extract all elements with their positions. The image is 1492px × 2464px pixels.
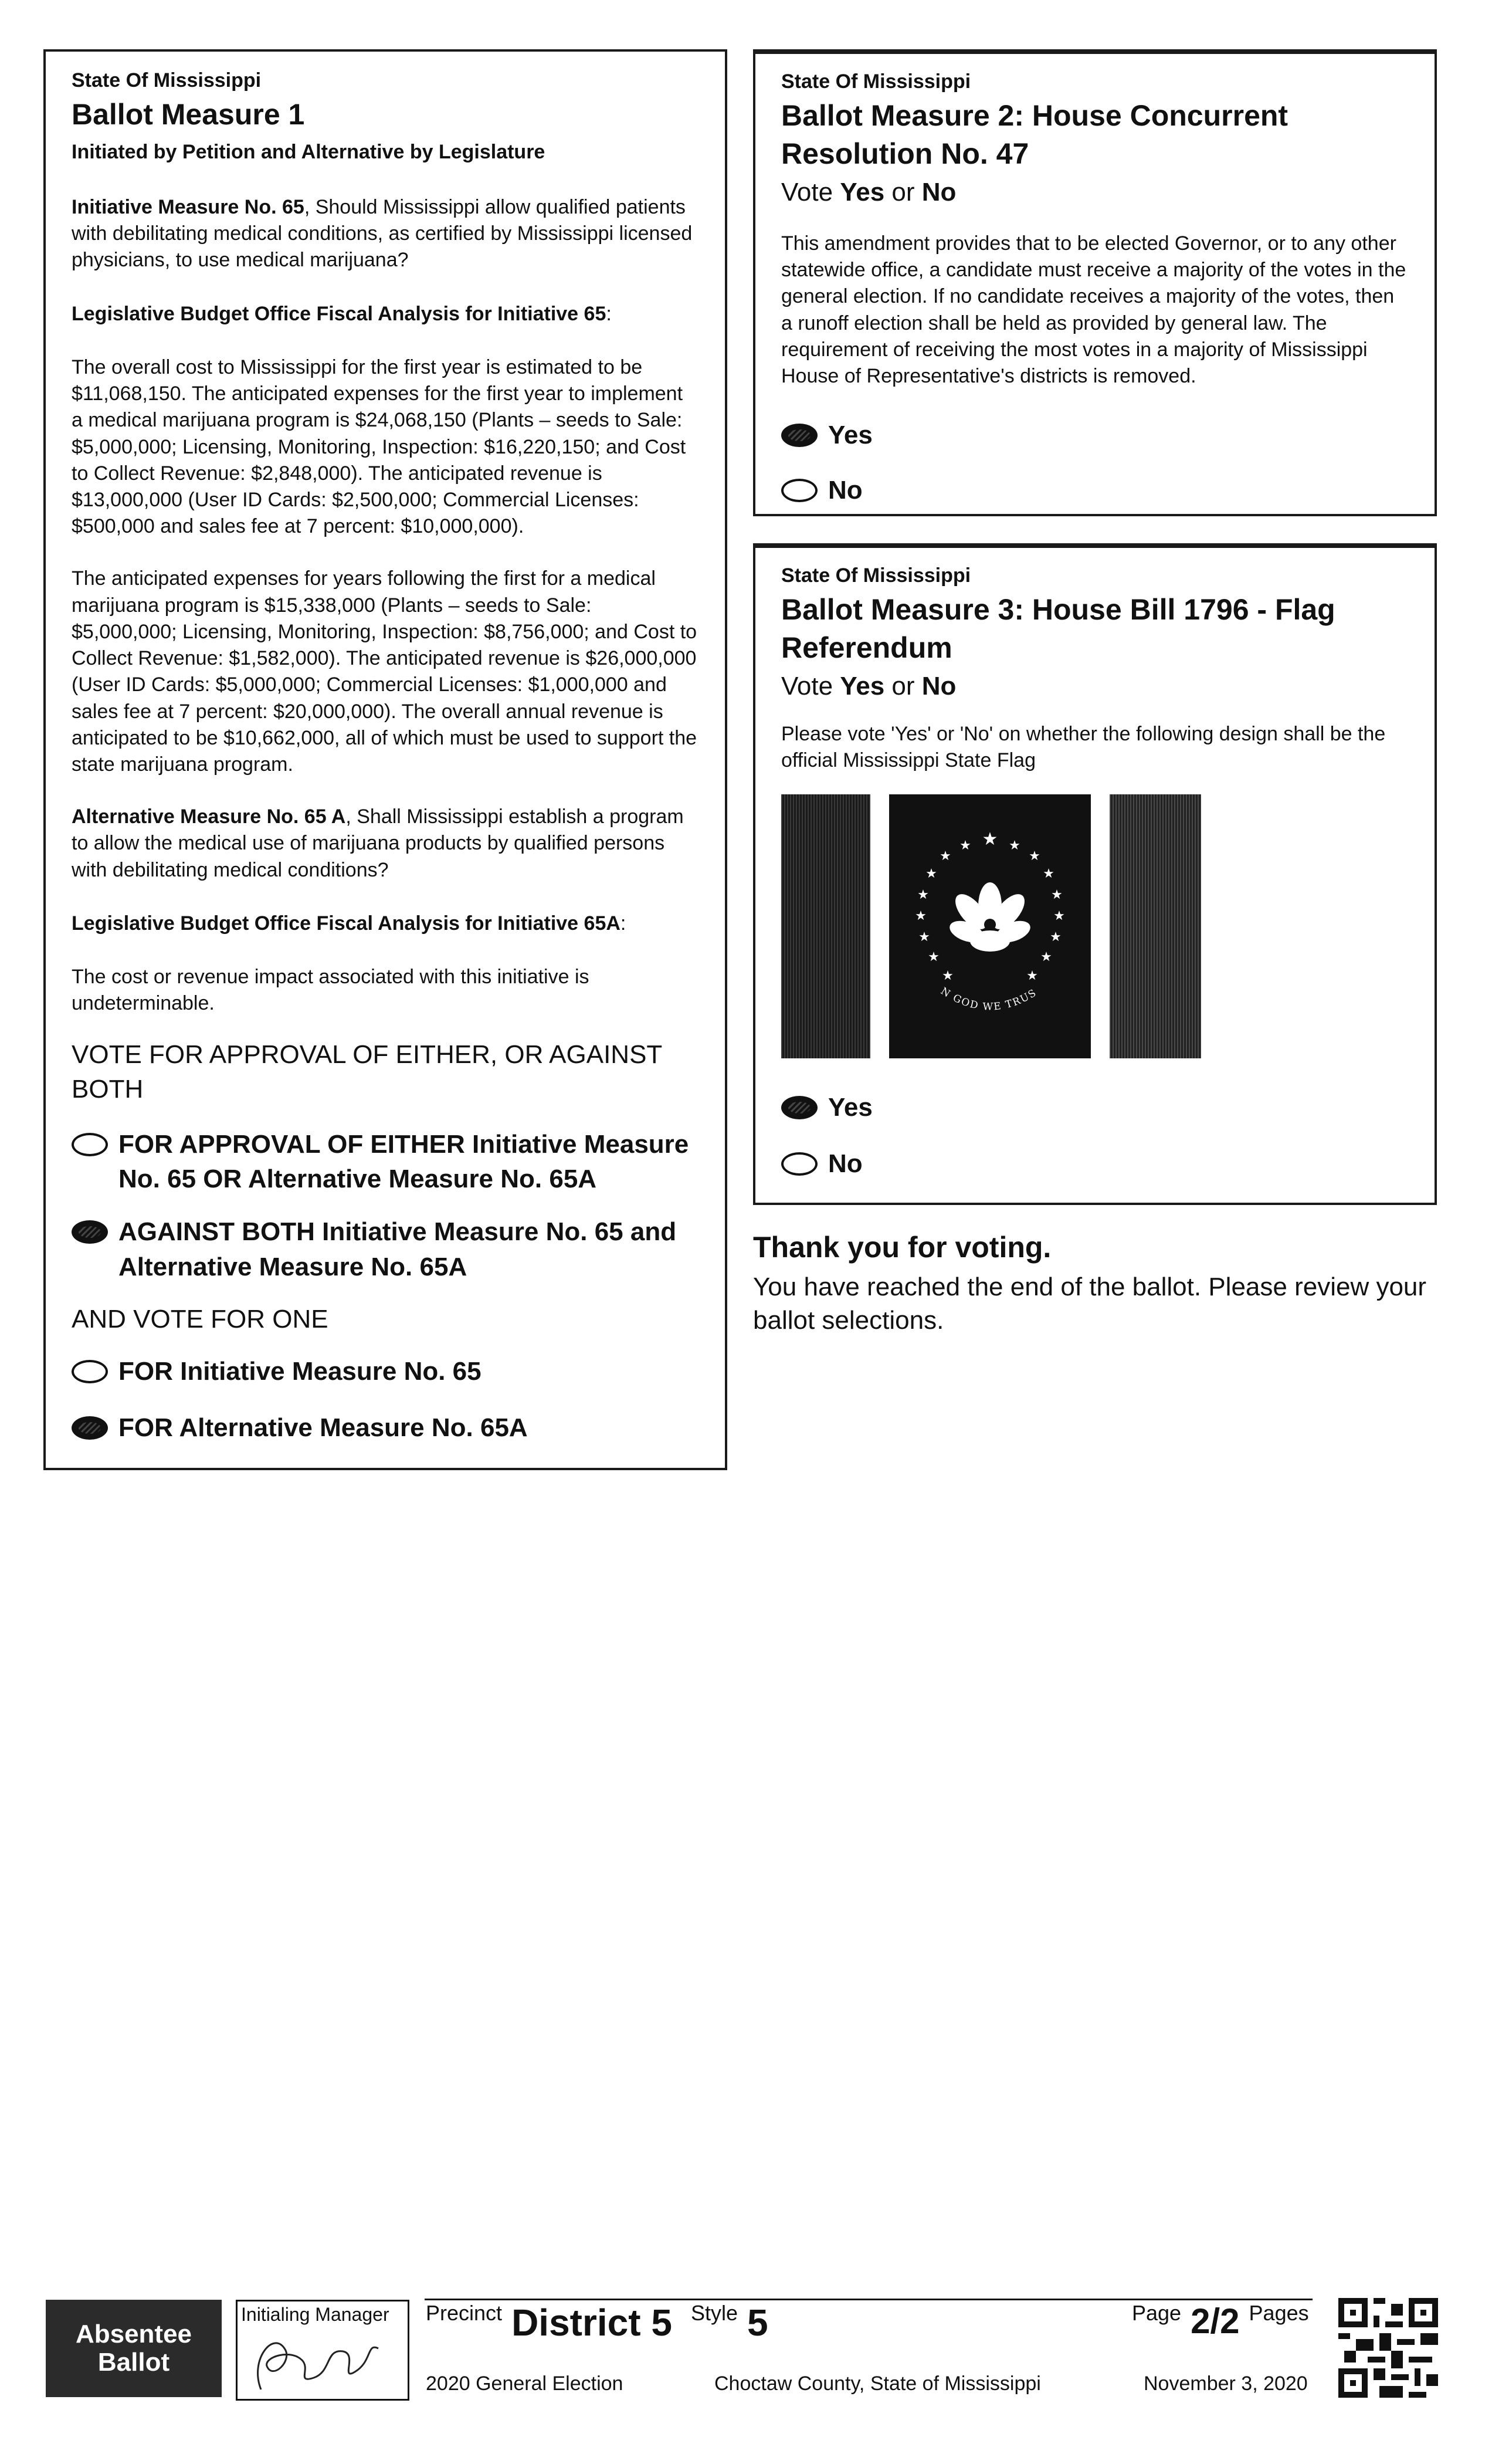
vote-instruction-either: VOTE FOR APPROVAL OF EITHER, OR AGAINST BOTH <box>72 1040 662 1104</box>
svg-text:★: ★ <box>1043 867 1054 881</box>
page-value: 2/2 <box>1191 2301 1240 2341</box>
fiscal-65-paragraph-2: The anticipated expenses for years following the first for a medical marijuana program is $15,338,000 (Plants – seeds to Sale: $5,000,000; Licensing, Monitoring, Inspection: $8,756,000; and Cost to Collect Revenue: $1,582,000). The anticipated revenue is $26,000,000 (User ID Cards: $5,000,000; Commercial Licenses: $1,000,000 and sales fee at 7 percent: $20,000,000). The overall annual revenue is anticipated to be $10,662,000, all of which must be used to support the state marijuana program. <box>72 567 697 776</box>
signature-icon <box>238 2325 408 2395</box>
svg-text:★: ★ <box>959 838 971 853</box>
measure2-option-no[interactable] <box>781 473 1409 508</box>
ballot-measure-2-box <box>753 49 1437 516</box>
svg-text:★: ★ <box>1040 950 1052 964</box>
bubble-filled-icon[interactable] <box>72 1416 108 1440</box>
option-against-bold: AGAINST BOTH <box>118 1217 315 1247</box>
mississippi-flag-image <box>781 794 1201 1058</box>
measure3-option-no[interactable] <box>781 1146 863 1182</box>
vote-no: No <box>921 672 957 700</box>
fiscal-heading-65 <box>72 301 699 327</box>
option-against-rest: Initiative Measure No. 65 and Alternative Measure No. 65A <box>118 1217 677 1281</box>
fiscal-heading-65a-colon: : <box>620 912 626 935</box>
option-alternative-65a[interactable] <box>72 1410 699 1446</box>
initiative-65-question <box>72 194 699 274</box>
svg-text:★: ★ <box>925 867 937 881</box>
option-for-either-bold: FOR APPROVAL OF EITHER <box>118 1129 465 1159</box>
measure3-title: Ballot Measure 3: House Bill 1796 - Flag Referendum <box>781 593 1335 664</box>
initialing-manager-box <box>236 2300 409 2401</box>
initiative-65-text: , Should Mississippi allow qualified patients with debilitating medical conditions, as certified by Mississippi licensed physicians, to use medical marijuana? <box>72 196 693 272</box>
magnolia-emblem-icon <box>889 794 1091 1058</box>
alternative-65a-text: , Shall Mississippi establish a program to allow the medical use of marijuana products by qualified persons with debilitating medical conditions? <box>72 805 684 881</box>
flag-motto: N GOD WE TRUS <box>938 985 1039 1013</box>
measure1-title: Ballot Measure 1 <box>72 98 305 131</box>
footer-rule-top <box>425 2299 1313 2300</box>
alternative-65a-label: Alternative Measure No. 65 A <box>72 805 346 828</box>
fiscal-65a-text: The cost or revenue impact associated with this initiative is undeterminable. <box>72 966 589 1015</box>
bubble-empty-icon[interactable] <box>72 1133 108 1156</box>
bubble-filled-icon[interactable] <box>781 1096 818 1119</box>
closing-text: You have reached the end of the ballot. Please review your ballot selections. <box>753 1272 1427 1335</box>
precinct-label: Precinct <box>426 2301 503 2325</box>
election-name: 2020 General Election <box>426 2372 623 2395</box>
svg-text:★: ★ <box>1051 888 1063 902</box>
alternative-65a-question <box>72 804 699 884</box>
bubble-empty-icon[interactable] <box>72 1360 108 1383</box>
measure2-title: Ballot Measure 2: House Concurrent Resolution No. 47 <box>781 99 1288 170</box>
svg-text:★: ★ <box>915 909 927 923</box>
svg-text:★: ★ <box>1009 838 1020 853</box>
fiscal-65-paragraph-1: The overall cost to Mississippi for the first year is estimated to be $11,068,150. The anticipated expenses for the first year to implement a medical marijuana program is $24,068,150 (Plants – seeds to Sale: $5,000,000; Licensing, Monitoring, Inspection: $16,220,150; and Cost to Collect Revenue: $2,848,000). The anticipated revenue is $13,000,000 (User ID Cards: $2,500,000; Commercial Licenses: $500,000 and sales fee at 7 percent: $10,000,000). <box>72 356 686 538</box>
svg-text:★: ★ <box>1029 849 1040 864</box>
svg-text:★: ★ <box>1026 969 1038 983</box>
style-label: Style <box>690 2301 738 2325</box>
option-for-either-rest: Initiative Measure No. 65 OR Alternative Measure No. 65A <box>118 1129 689 1194</box>
measure2-yes-label: Yes <box>828 421 873 450</box>
fiscal-heading-65-bold: Legislative Budget Office Fiscal Analysis for Initiative 65 <box>72 302 606 325</box>
option-against-both[interactable] <box>72 1214 699 1285</box>
vote-yes: Yes <box>840 178 885 207</box>
precinct-line <box>426 2301 768 2344</box>
vote-instruction-one: AND VOTE FOR ONE <box>72 1304 328 1333</box>
county-name: Choctaw County, State of Mississippi <box>714 2372 1041 2395</box>
bubble-filled-icon[interactable] <box>72 1220 108 1244</box>
bubble-empty-icon[interactable] <box>781 1152 818 1176</box>
option-65a-label: FOR Alternative Measure No. 65A <box>118 1413 528 1443</box>
flag-left-stripe <box>781 794 870 1058</box>
option-for-approval-either[interactable] <box>72 1127 699 1197</box>
measure2-state: State Of Mississippi <box>781 70 971 93</box>
ballot-measure-3-box <box>753 543 1437 1205</box>
vote-no: No <box>921 178 957 207</box>
fiscal-heading-65a-bold: Legislative Budget Office Fiscal Analysis for Initiative 65A <box>72 912 620 935</box>
absentee-ballot-badge <box>46 2300 222 2397</box>
svg-text:★: ★ <box>940 849 951 864</box>
measure3-no-label: No <box>828 1149 863 1178</box>
bubble-empty-icon[interactable] <box>781 479 818 502</box>
initialing-manager-label: Initialing Manager <box>241 2304 389 2325</box>
vote-or: or <box>884 178 922 207</box>
ballot-measure-1-box <box>43 49 727 1470</box>
svg-text:★: ★ <box>942 969 954 983</box>
option-65-label: FOR Initiative Measure No. 65 <box>118 1357 481 1386</box>
vote-prefix: Vote <box>781 178 840 207</box>
closing-heading: Thank you for voting. <box>753 1231 1052 1264</box>
fiscal-heading-65-colon: : <box>606 302 612 325</box>
measure1-subtitle: Initiated by Petition and Alternative by Legislature <box>72 141 545 163</box>
measure3-state: State Of Mississippi <box>781 564 971 587</box>
measure1-state: State Of Mississippi <box>72 69 262 92</box>
bubble-filled-icon[interactable] <box>781 424 818 447</box>
measure2-description: This amendment provides that to be elected Governor, or to any other statewide office, a candidate must receive a majority of the votes in the general election. If no candidate receives a majority of the votes, then a runoff election shall be held as provided by general law. The requirement of receiving the most votes in a majority of Mississippi House of Representative's districts is removed. <box>781 232 1406 388</box>
vote-prefix: Vote <box>781 672 840 700</box>
measure2-no-label: No <box>828 476 863 505</box>
measure3-option-yes[interactable] <box>781 1090 873 1125</box>
qr-code-icon <box>1338 2298 1438 2398</box>
page-indicator <box>1132 2301 1309 2341</box>
svg-text:★: ★ <box>918 930 930 945</box>
measure3-vote-instruction <box>781 672 1409 701</box>
absentee-line1: Absentee <box>75 2319 192 2348</box>
measure2-vote-instruction <box>781 178 1409 207</box>
vote-yes: Yes <box>840 672 885 700</box>
svg-text:★: ★ <box>917 888 929 902</box>
measure2-option-yes[interactable] <box>781 418 1409 453</box>
option-initiative-65[interactable] <box>72 1354 699 1389</box>
initiative-65-label: Initiative Measure No. 65 <box>72 196 304 218</box>
pages-label: Pages <box>1249 2301 1309 2325</box>
svg-text:★: ★ <box>1053 909 1065 923</box>
measure3-yes-label: Yes <box>828 1093 873 1122</box>
precinct-value: District 5 <box>511 2301 672 2344</box>
closing-section <box>753 1228 1437 1337</box>
vote-or: or <box>884 672 922 700</box>
election-date: November 3, 2020 <box>1144 2372 1308 2395</box>
fiscal-heading-65a <box>72 911 699 937</box>
flag-right-stripe <box>1110 794 1201 1058</box>
svg-text:★: ★ <box>928 950 940 964</box>
svg-text:★: ★ <box>1050 930 1062 945</box>
flag-center-field <box>889 794 1091 1058</box>
style-value: 5 <box>747 2301 768 2344</box>
absentee-line2: Ballot <box>97 2348 170 2377</box>
svg-text:★: ★ <box>982 829 998 849</box>
measure3-description: Please vote 'Yes' or 'No' on whether the following design shall be the official Mississippi State Flag <box>781 723 1386 772</box>
page-label: Page <box>1132 2301 1182 2325</box>
